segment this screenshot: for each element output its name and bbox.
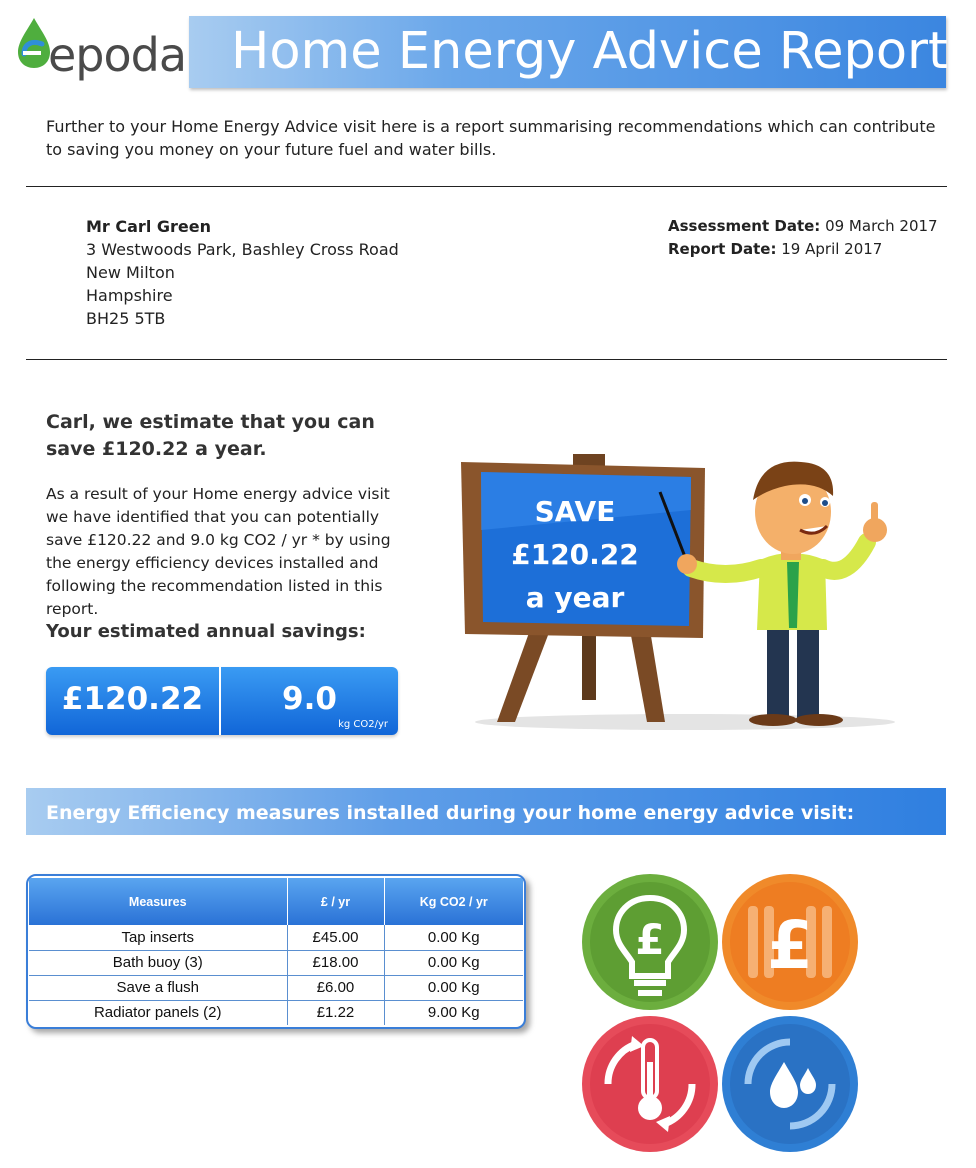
measure-co2: 9.00 Kg	[427, 1004, 480, 1022]
table-row	[29, 925, 523, 950]
assessment-date-value: 09 March 2017	[825, 217, 938, 235]
co2-savings-unit: kg CO2/yr	[338, 719, 388, 730]
report-dates	[668, 215, 938, 261]
money-savings-value: £120.22	[61, 681, 204, 717]
measures-table	[29, 878, 523, 1025]
money-savings-cell	[46, 667, 221, 735]
measure-co2: 0.00 Kg	[384, 950, 523, 975]
radiator-pound-icon	[722, 874, 858, 1010]
assessment-date-label: Assessment Date:	[668, 217, 821, 235]
measure-cost: £18.00	[287, 950, 384, 975]
table-row	[29, 950, 523, 975]
thermometer-icon	[582, 1016, 718, 1152]
report-date-label: Report Date:	[668, 240, 777, 258]
intro-paragraph: Further to your Home Energy Advice visit here is a report summarising recommendations which can contribute to saving you money on your future fuel and water bills.	[46, 117, 936, 159]
report-title: Home Energy Advice Report	[231, 22, 948, 81]
column-header-measures: Measures	[29, 878, 287, 925]
report-title-bar	[189, 16, 946, 88]
water-drops-icon	[722, 1016, 858, 1152]
measure-co2: 0.00 Kg	[384, 975, 523, 1000]
recipient-address	[86, 215, 399, 330]
logo-text: epoda	[48, 28, 187, 82]
measure-cost: £45.00	[287, 925, 384, 950]
easel-line: a year	[525, 581, 625, 614]
divider	[26, 186, 947, 187]
svg-text:£: £	[635, 915, 665, 964]
address-line: 3 Westwoods Park, Bashley Cross Road	[86, 240, 399, 259]
savings-description: As a result of your Home energy advice visit we have identified that you can potentially save £120.22 and 9.0 kg CO2 / yr * by using the energy efficiency devices installed and following the recommendation listed in this report.	[46, 485, 391, 618]
easel-board-text	[485, 490, 665, 619]
report-date-value: 19 April 2017	[781, 240, 883, 258]
epoda-logo	[14, 14, 187, 86]
measure-name: Save a flush	[29, 975, 287, 1000]
co2-savings-cell	[221, 667, 398, 735]
address-line: Hampshire	[86, 286, 173, 305]
measure-name: Tap inserts	[29, 925, 287, 950]
table-row	[29, 975, 523, 1000]
measures-section-header	[26, 788, 946, 835]
measure-name: Bath buoy (3)	[29, 950, 287, 975]
column-header-cost: £ / yr	[287, 878, 384, 925]
measure-name: Radiator panels (2)	[29, 1000, 287, 1025]
measure-co2: 0.00 Kg	[384, 925, 523, 950]
table-header-row	[29, 878, 523, 925]
annual-savings-label: Your estimated annual savings:	[46, 621, 366, 642]
savings-headline: Carl, we estimate that you can save £120.22 a year.	[46, 411, 375, 460]
easel-line: SAVE	[534, 495, 616, 528]
table-row	[29, 1000, 523, 1025]
address-line: New Milton	[86, 263, 175, 282]
address-postcode: BH25 5TB	[86, 309, 166, 328]
svg-text:£: £	[767, 907, 813, 984]
measures-table-container	[26, 874, 526, 1029]
co2-savings-value: 9.0	[282, 681, 337, 717]
lightbulb-pound-icon	[582, 874, 718, 1010]
measure-cost: £6.00	[287, 975, 384, 1000]
energy-badges-graphic	[580, 872, 860, 1154]
measures-section-title: Energy Efficiency measures installed during your home energy advice visit:	[46, 802, 855, 824]
recipient-name: Mr Carl Green	[86, 217, 211, 236]
measure-cost: £1.22	[287, 1000, 384, 1025]
divider	[26, 359, 947, 360]
column-header-co2: Kg CO2 / yr	[384, 878, 523, 925]
annual-savings-box	[46, 667, 398, 735]
easel-line: £120.22	[511, 538, 639, 571]
